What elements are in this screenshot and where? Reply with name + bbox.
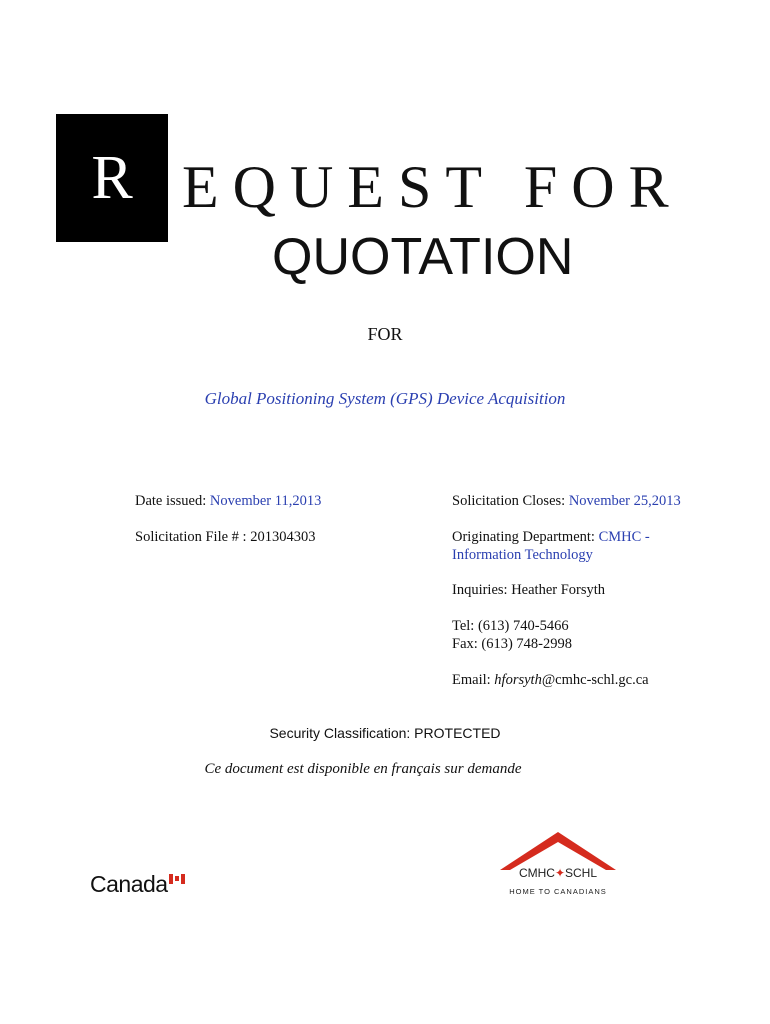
department-label: Originating Department:	[452, 529, 595, 545]
canada-flag-icon	[169, 874, 185, 884]
file-label: Solicitation File # :	[135, 529, 247, 545]
title-line-1: EQUEST FOR	[182, 154, 683, 220]
department-value-line1: CMHC -	[598, 529, 650, 545]
originating-department	[452, 528, 650, 564]
solicitation-file	[135, 528, 315, 546]
canada-wordmark-logo	[90, 871, 185, 898]
date-issued-label: Date issued:	[135, 493, 207, 509]
inquiries: Inquiries: Heather Forsyth	[452, 582, 606, 598]
closes-value: November 25,2013	[568, 493, 681, 509]
department-value-line2: Information Technology	[452, 547, 593, 563]
email-domain: @cmhc-schl.gc.ca	[541, 672, 649, 688]
email-address[interactable]	[494, 672, 648, 688]
fax: Fax: (613) 748-2998	[452, 636, 573, 652]
email	[452, 671, 649, 689]
cmhc-left-text: CMHC	[518, 866, 555, 880]
email-label: Email:	[452, 672, 491, 688]
security-classification: Security Classification: PROTECTED	[269, 725, 501, 741]
subject-title: Global Positioning System (GPS) Device Acquisition	[204, 389, 566, 408]
email-user: hforsyth	[494, 672, 542, 688]
canada-wordmark-text: Canada	[90, 871, 168, 897]
closes-label: Solicitation Closes:	[452, 493, 566, 509]
file-value: 201304303	[250, 529, 316, 545]
date-issued	[135, 492, 321, 510]
date-issued-value: November 11,2013	[209, 493, 322, 509]
cmhc-tagline: HOME TO CANADIANS	[509, 887, 607, 896]
maple-leaf-icon: ✦	[554, 866, 566, 880]
title-initial-block	[56, 114, 168, 242]
cmhc-logo-text	[498, 866, 618, 880]
cmhc-right-text: SCHL	[565, 866, 598, 880]
title-line-2: QUOTATION	[272, 228, 574, 286]
solicitation-closes	[452, 492, 681, 510]
telephone: Tel: (613) 740-5466	[452, 618, 569, 634]
french-availability-note: Ce document est disponible en français sur demande	[204, 761, 522, 777]
for-label: FOR	[367, 324, 403, 344]
title-initial: R	[91, 144, 133, 212]
